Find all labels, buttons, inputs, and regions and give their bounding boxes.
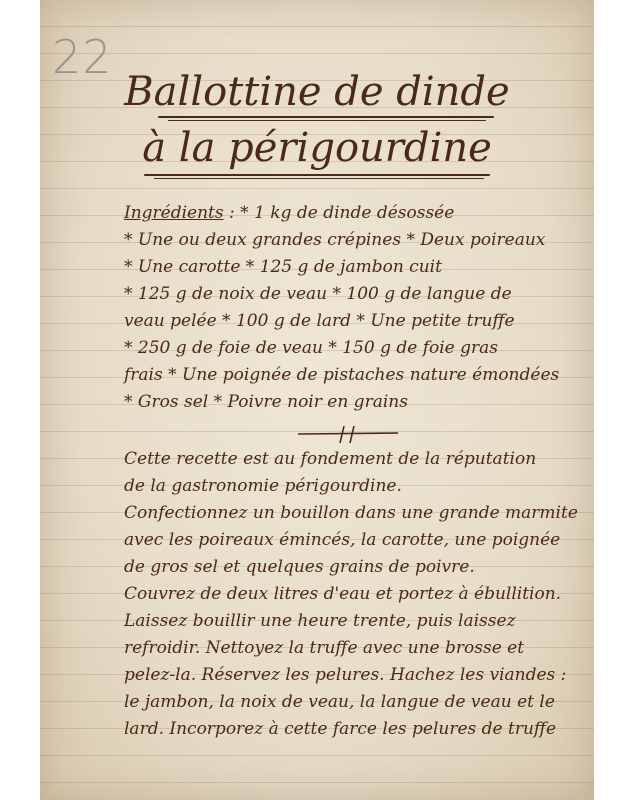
recipe-line: Confectionnez un bouillon dans une grande marmite [124, 503, 578, 523]
recipe-line: avec les poireaux émincés, la carotte, une poignée [124, 530, 561, 550]
title-underline [144, 174, 490, 176]
ingredients-line: veau pelée * 100 g de lard * Une petite truffe [124, 311, 515, 331]
recipe-title-line-2: à la périgourdine [142, 125, 492, 171]
recipe-line: le jambon, la noix de veau, la langue de veau et le [124, 692, 555, 712]
section-separator [298, 424, 398, 444]
title-underline [154, 178, 484, 179]
recipe-title-line-1: Ballottine de dinde [124, 69, 510, 115]
ingredients-line: * 125 g de noix de veau * 100 g de langue de [124, 284, 512, 304]
ingredients-line: Ingrédients : * 1 kg de dinde désossée [124, 203, 455, 223]
recipe-line: Cette recette est au fondement de la réputation [124, 449, 537, 469]
recipe-line: Couvrez de deux litres d'eau et portez à ébullition. [124, 584, 562, 604]
notebook-page [40, 0, 594, 800]
recipe-instructions [124, 446, 578, 743]
page-number: 22 [52, 30, 113, 84]
recipe-line: refroidir. Nettoyez la truffe avec une brosse et [124, 638, 525, 658]
ingredients-label: Ingrédients [124, 203, 224, 223]
title-underline [158, 116, 494, 118]
ingredients-line: * Une ou deux grandes crépines * Deux poireaux [124, 230, 546, 250]
recipe-line: pelez-la. Réservez les pelures. Hachez les viandes : [124, 665, 567, 685]
recipe-line: Laissez bouillir une heure trente, puis laissez [124, 611, 516, 631]
recipe-line: de gros sel et quelques grains de poivre. [124, 557, 475, 577]
ingredients-line: * Gros sel * Poivre noir en grains [124, 392, 408, 412]
recipe-line: de la gastronomie périgourdine. [124, 476, 402, 496]
recipe-line: lard. Incorporez à cette farce les pelures de truffe [124, 719, 557, 739]
ingredients-list [124, 200, 564, 416]
title-underline [168, 120, 486, 121]
ingredients-line: * Une carotte * 125 g de jambon cuit [124, 257, 442, 277]
ingredients-line: * 250 g de foie de veau * 150 g de foie gras [124, 338, 498, 358]
ingredients-line: frais * Une poignée de pistaches nature émondées [124, 365, 560, 385]
